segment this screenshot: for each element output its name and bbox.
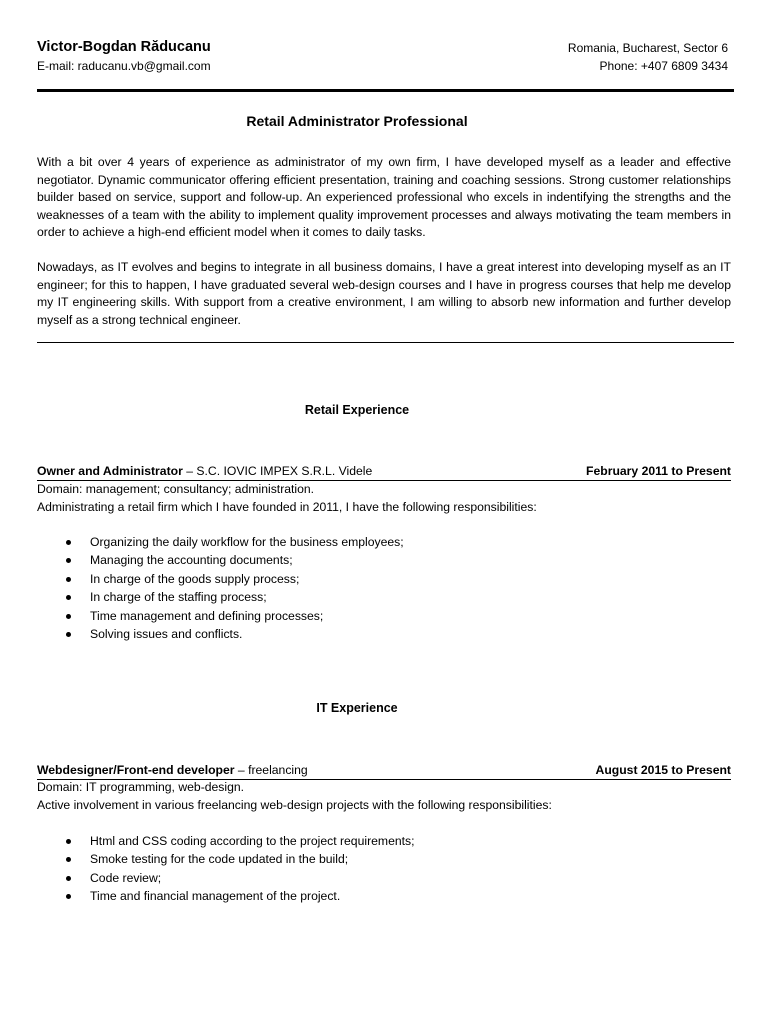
it-responsibilities-list: [37, 832, 415, 906]
document-title: Retail Administrator Professional: [246, 113, 468, 129]
list-item: Smoke testing for the code updated in the build;: [37, 850, 415, 868]
it-company: – freelancing: [234, 763, 308, 777]
retail-job-dates: February 2011 to Present: [586, 464, 731, 478]
list-item: In charge of the goods supply process;: [37, 570, 404, 588]
list-item: Time management and defining processes;: [37, 607, 404, 625]
bullet-icon: [66, 632, 71, 637]
it-role: Webdesigner/Front-end developer: [37, 763, 235, 777]
list-item: Managing the accounting documents;: [37, 551, 404, 569]
list-item: Code review;: [37, 869, 415, 887]
it-intro: Active involvement in various freelancing web-design projects with the following responsibilities:: [37, 798, 552, 812]
location-line: Romania, Bucharest, Sector 6: [567, 41, 728, 55]
retail-job-header: [37, 464, 731, 481]
list-item: Time and financial management of the project.: [37, 887, 415, 905]
bullet-icon: [66, 839, 71, 844]
retail-experience-heading: Retail Experience: [304, 403, 410, 417]
bullet-icon: [66, 876, 71, 881]
bullet-icon: [66, 894, 71, 899]
header-divider: [37, 89, 734, 92]
retail-intro: Administrating a retail firm which I have founded in 2011, I have the following responsibilities:: [37, 500, 537, 514]
bullet-icon: [66, 558, 71, 563]
it-job-title: [37, 763, 308, 777]
list-item: In charge of the staffing process;: [37, 588, 404, 606]
list-item: Organizing the daily workflow for the business employees;: [37, 533, 404, 551]
candidate-name: Victor-Bogdan Răducanu: [37, 39, 211, 55]
it-experience-heading: IT Experience: [316, 701, 398, 715]
summary-paragraph-1: With a bit over 4 years of experience as administrator of my own firm, I have developed myself as a leader and effective negotiator. Dynamic communicator offering efficient presentation, training and coaching sessions. Strong customer relationships builder based on service, support and follow-up. An experienced professional who excels in indentifying the strengths and the weaknesses of a team with the ability to implement quality improvement processes and always motivating the team members in order to achieve a high-end efficient model when it comes to daily tasks.: [37, 155, 731, 240]
summary-divider: [37, 342, 734, 343]
summary-paragraph-2: Nowadays, as IT evolves and begins to integrate in all business domains, I have a great interest into developing myself as an IT engineer; for this to happen, I have graduated several web-design courses and I have in progress courses that help me develop my IT engineering skills. With support from a creative environment, I am willing to absorb new information and further develop myself as a strong technical engineer.: [37, 260, 731, 327]
retail-role: Owner and Administrator: [37, 464, 183, 478]
list-item: Html and CSS coding according to the project requirements;: [37, 832, 415, 850]
bullet-icon: [66, 540, 71, 545]
retail-job-title: [37, 464, 372, 478]
it-job-dates: August 2015 to Present: [595, 763, 731, 777]
bullet-icon: [66, 577, 71, 582]
it-domain: Domain: IT programming, web-design.: [37, 780, 245, 794]
bullet-icon: [66, 857, 71, 862]
retail-company: – S.C. IOVIC IMPEX S.R.L. Videle: [182, 464, 373, 478]
email-line: E-mail: raducanu.vb@gmail.com: [37, 59, 211, 73]
list-item: Solving issues and conflicts.: [37, 625, 404, 643]
retail-responsibilities-list: [37, 533, 404, 643]
retail-domain: Domain: management; consultancy; administration.: [37, 482, 315, 496]
bullet-icon: [66, 614, 71, 619]
it-job-header: [37, 763, 731, 780]
phone-line: Phone: +407 6809 3434: [599, 59, 728, 73]
bullet-icon: [66, 595, 71, 600]
